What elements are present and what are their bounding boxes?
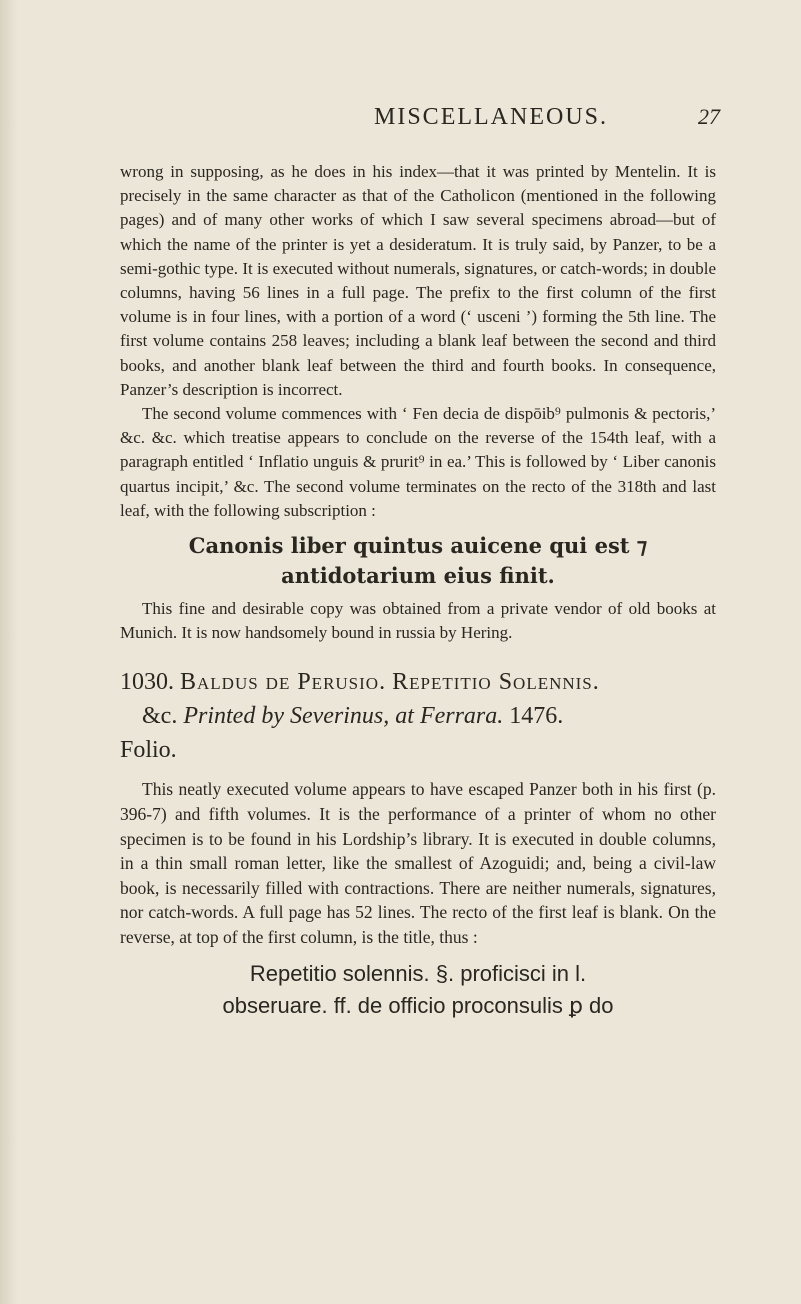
entry-year: 1476. (509, 703, 564, 730)
entry-title: Repetitio Solennis. (392, 669, 600, 696)
entry-etc: &c. (142, 703, 178, 730)
quotation-line-1: Repetitio solennis. §. proficisci in l. (249, 960, 587, 986)
title-quotation (120, 958, 716, 1022)
running-head (120, 98, 720, 138)
catalogue-entry (120, 665, 716, 767)
page-number: 27 (698, 104, 720, 129)
paragraph-2: The second volume commences with ‘ Fen decia de dispōib⁹ pulmonis & pectoris,’ &c. &c. which treatise appears to conclude on the reverse of the 154th leaf, with a paragraph entitled ‘ Inflatio unguis & prurit⁹ in ea.’ This is followed by ‘ Liber canonis quartus incipit,’ &c. The second volume terminates on the recto of the 318th and last leaf, with the following subscription : (120, 404, 716, 520)
quotation-line-2: obseruare. ff. de officio proconsulis ꝑ do (222, 992, 614, 1018)
blackletter-subscription (120, 531, 716, 591)
entry-printer: Printed by Severinus, at Ferrara. (183, 703, 504, 730)
binding-shadow (0, 0, 18, 1304)
running-title: MISCELLANEOUS. (374, 104, 609, 130)
blackletter-line-1: Canonis liber quintus auicene qui est ⁊ (188, 533, 648, 559)
blackletter-line-2: antidotarium eius finit. (281, 563, 555, 589)
entry-author: Baldus de Perusio. (180, 669, 387, 696)
entry-number: 1030. (120, 669, 174, 696)
entry-format: Folio. (120, 737, 177, 764)
entry-imprint-line (120, 699, 716, 733)
paragraph-3: This fine and desirable copy was obtained from a private vendor of old books at Munich. It is now handsomely bound in russia by Hering. (120, 599, 716, 643)
paragraph-1: wrong in supposing, as he does in his index—that it was printed by Mentelin. It is precisely in the same character as that of the Catholicon (mentioned in the following pages) and of many other works of which I saw several specimens abroad—but of which the name of the printer is yet a desideratum. It is truly said, by Panzer, to be a semi-gothic type. It is executed without numerals, signatures, or catch-words; in double columns, having 56 lines in a full page. The prefix to the first column of the first volume is in four lines, with a portion of a word (‘ usceni ’) forming the 5th line. The first volume contains 258 leaves; including a blank leaf between the second and third books, and another blank leaf between the third and fourth books. In consequence, Panzer’s description is incorrect. (120, 162, 716, 399)
paragraph-4: This neatly executed volume appears to have escaped Panzer both in his first (p. 396-7) and fifth volumes. It is the performance of a printer of whom no other specimen is to be found in his Lordship’s library. It is executed in double columns, in a thin small roman letter, like the smallest of Azoguidi; and, being a civil-law book, is necessarily filled with contractions. There are neither numerals, signatures, nor catch-words. A full page has 52 lines. The recto of the first leaf is blank. On the reverse, at top of the first column, is the title, thus : (120, 779, 716, 948)
page-body (120, 160, 716, 1022)
